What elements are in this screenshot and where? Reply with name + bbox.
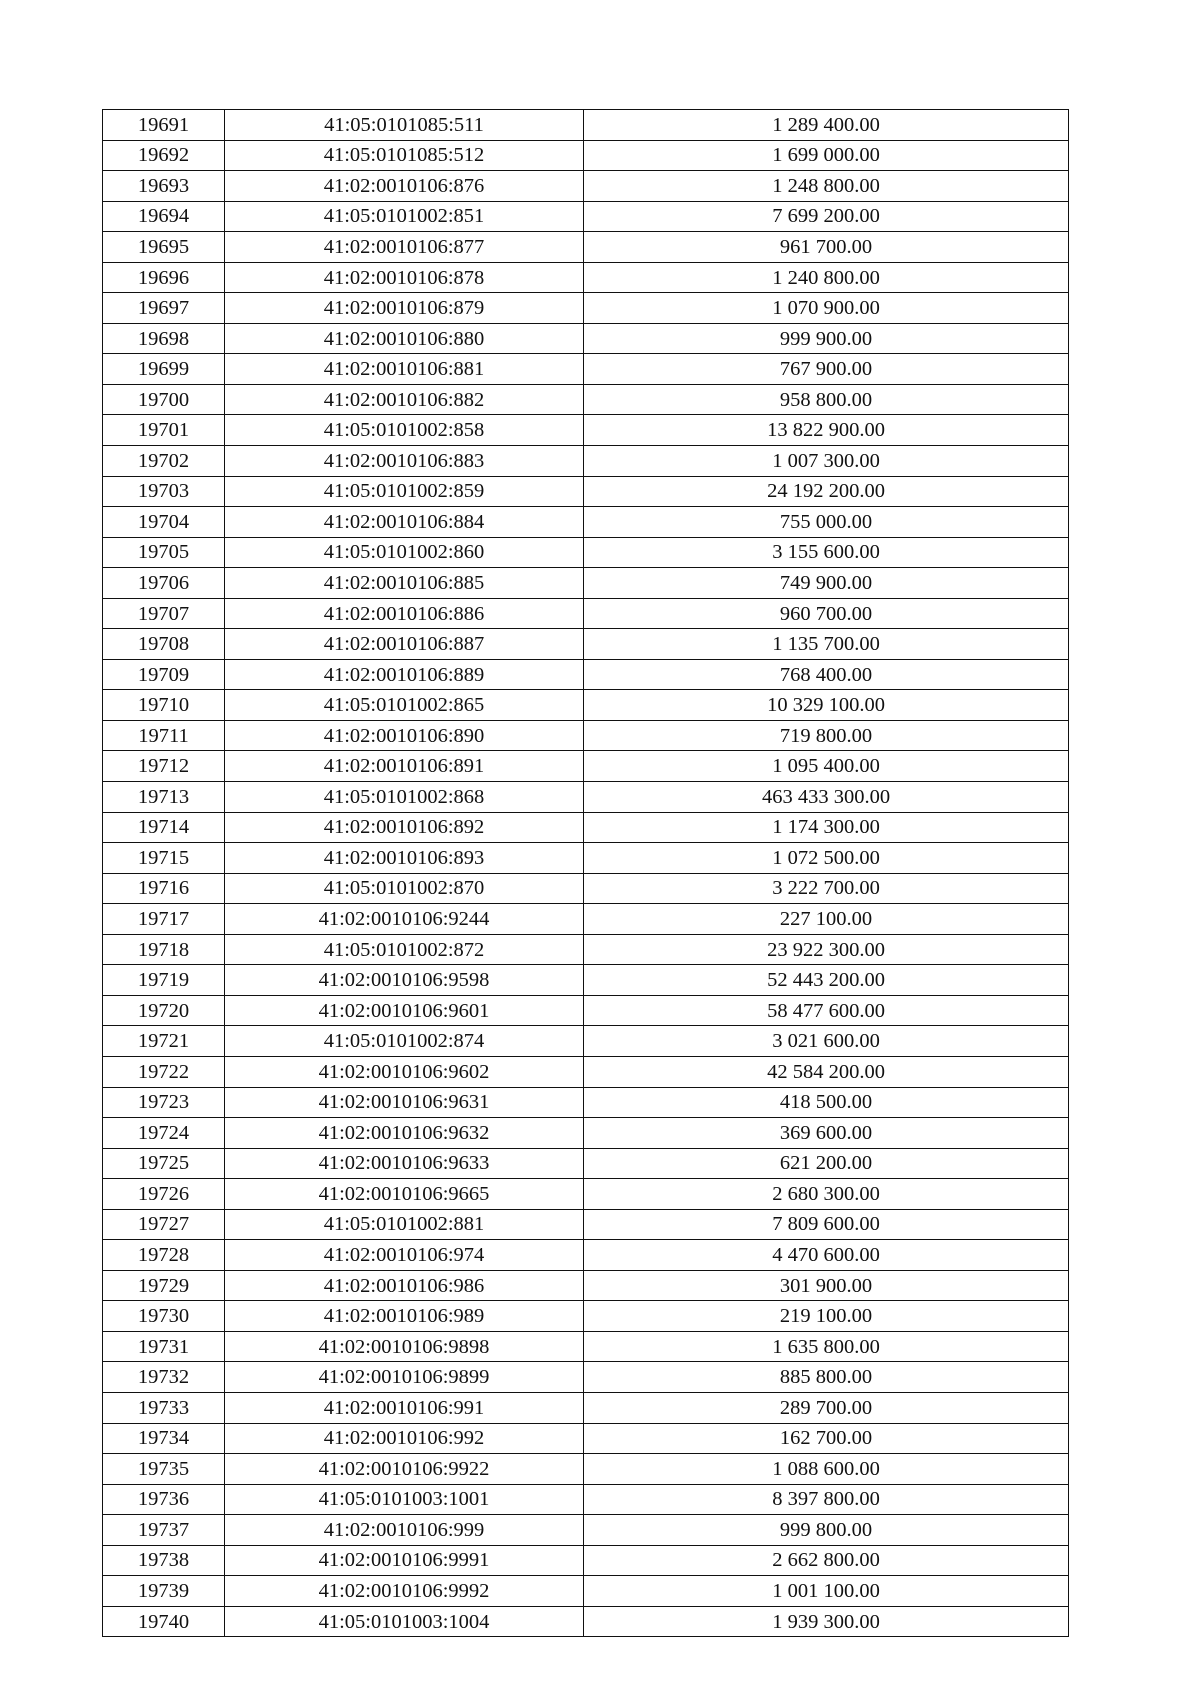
table-row <box>103 1301 1069 1332</box>
table-row <box>103 1056 1069 1087</box>
row-number-cell: 19691 <box>103 110 225 141</box>
cadastral-value-cell: 999 900.00 <box>584 323 1069 354</box>
cadastral-value-cell: 1 248 800.00 <box>584 171 1069 202</box>
cadastral-number-cell: 41:02:0010106:9244 <box>225 904 584 935</box>
cadastral-value-cell: 369 600.00 <box>584 1118 1069 1149</box>
row-number-cell: 19709 <box>103 659 225 690</box>
table-row <box>103 171 1069 202</box>
table-row <box>103 812 1069 843</box>
cadastral-number-cell: 41:02:0010106:889 <box>225 659 584 690</box>
cadastral-value-cell: 719 800.00 <box>584 720 1069 751</box>
row-number-cell: 19714 <box>103 812 225 843</box>
cadastral-number-cell: 41:02:0010106:9665 <box>225 1179 584 1210</box>
cadastral-number-cell: 41:02:0010106:887 <box>225 629 584 660</box>
row-number-cell: 19705 <box>103 537 225 568</box>
cadastral-value-cell: 13 822 900.00 <box>584 415 1069 446</box>
cadastral-number-cell: 41:02:0010106:878 <box>225 262 584 293</box>
cadastral-number-cell: 41:02:0010106:9598 <box>225 965 584 996</box>
cadastral-value-cell: 960 700.00 <box>584 598 1069 629</box>
row-number-cell: 19700 <box>103 384 225 415</box>
cadastral-value-cell: 3 021 600.00 <box>584 1026 1069 1057</box>
cadastral-value-cell: 7 809 600.00 <box>584 1209 1069 1240</box>
table-row <box>103 1026 1069 1057</box>
table-row <box>103 843 1069 874</box>
cadastral-number-cell: 41:02:0010106:991 <box>225 1392 584 1423</box>
row-number-cell: 19737 <box>103 1515 225 1546</box>
cadastral-value-cell: 1 174 300.00 <box>584 812 1069 843</box>
cadastral-number-cell: 41:02:0010106:999 <box>225 1515 584 1546</box>
row-number-cell: 19729 <box>103 1270 225 1301</box>
cadastral-value-table <box>102 109 1069 1637</box>
cadastral-value-cell: 1 007 300.00 <box>584 446 1069 477</box>
row-number-cell: 19712 <box>103 751 225 782</box>
row-number-cell: 19716 <box>103 873 225 904</box>
cadastral-number-cell: 41:05:0101003:1001 <box>225 1484 584 1515</box>
row-number-cell: 19704 <box>103 507 225 538</box>
table-row <box>103 1515 1069 1546</box>
cadastral-number-cell: 41:02:0010106:880 <box>225 323 584 354</box>
table-row <box>103 110 1069 141</box>
cadastral-number-cell: 41:02:0010106:876 <box>225 171 584 202</box>
table-row <box>103 1270 1069 1301</box>
cadastral-value-cell: 1 240 800.00 <box>584 262 1069 293</box>
cadastral-value-cell: 885 800.00 <box>584 1362 1069 1393</box>
table-row <box>103 904 1069 935</box>
cadastral-number-cell: 41:02:0010106:892 <box>225 812 584 843</box>
cadastral-value-cell: 1 095 400.00 <box>584 751 1069 782</box>
cadastral-value-cell: 162 700.00 <box>584 1423 1069 1454</box>
row-number-cell: 19736 <box>103 1484 225 1515</box>
cadastral-value-cell: 1 001 100.00 <box>584 1576 1069 1607</box>
row-number-cell: 19698 <box>103 323 225 354</box>
row-number-cell: 19694 <box>103 201 225 232</box>
cadastral-number-cell: 41:02:0010106:9992 <box>225 1576 584 1607</box>
cadastral-number-cell: 41:05:0101002:858 <box>225 415 584 446</box>
cadastral-number-cell: 41:02:0010106:9633 <box>225 1148 584 1179</box>
cadastral-number-cell: 41:02:0010106:9602 <box>225 1056 584 1087</box>
table-row <box>103 1118 1069 1149</box>
table-row <box>103 659 1069 690</box>
cadastral-number-cell: 41:02:0010106:879 <box>225 293 584 324</box>
row-number-cell: 19703 <box>103 476 225 507</box>
row-number-cell: 19732 <box>103 1362 225 1393</box>
cadastral-value-cell: 1 070 900.00 <box>584 293 1069 324</box>
table-row <box>103 354 1069 385</box>
table-row <box>103 1240 1069 1271</box>
cadastral-value-cell: 621 200.00 <box>584 1148 1069 1179</box>
table-row <box>103 782 1069 813</box>
row-number-cell: 19693 <box>103 171 225 202</box>
cadastral-number-cell: 41:02:0010106:974 <box>225 1240 584 1271</box>
cadastral-number-cell: 41:02:0010106:890 <box>225 720 584 751</box>
cadastral-value-cell: 958 800.00 <box>584 384 1069 415</box>
table-row <box>103 1087 1069 1118</box>
cadastral-value-cell: 767 900.00 <box>584 354 1069 385</box>
cadastral-number-cell: 41:02:0010106:885 <box>225 568 584 599</box>
cadastral-number-cell: 41:02:0010106:9991 <box>225 1545 584 1576</box>
row-number-cell: 19715 <box>103 843 225 874</box>
row-number-cell: 19740 <box>103 1606 225 1637</box>
row-number-cell: 19713 <box>103 782 225 813</box>
table-row <box>103 507 1069 538</box>
row-number-cell: 19699 <box>103 354 225 385</box>
table-row <box>103 1545 1069 1576</box>
row-number-cell: 19734 <box>103 1423 225 1454</box>
cadastral-number-cell: 41:02:0010106:986 <box>225 1270 584 1301</box>
table-row <box>103 873 1069 904</box>
cadastral-value-cell: 1 939 300.00 <box>584 1606 1069 1637</box>
row-number-cell: 19701 <box>103 415 225 446</box>
table-row <box>103 446 1069 477</box>
cadastral-number-cell: 41:02:0010106:883 <box>225 446 584 477</box>
cadastral-value-cell: 463 433 300.00 <box>584 782 1069 813</box>
cadastral-value-cell: 1 699 000.00 <box>584 140 1069 171</box>
cadastral-value-cell: 52 443 200.00 <box>584 965 1069 996</box>
table-row <box>103 201 1069 232</box>
cadastral-number-cell: 41:02:0010106:877 <box>225 232 584 263</box>
cadastral-value-cell: 4 470 600.00 <box>584 1240 1069 1271</box>
cadastral-number-cell: 41:02:0010106:9632 <box>225 1118 584 1149</box>
row-number-cell: 19721 <box>103 1026 225 1057</box>
cadastral-value-cell: 2 680 300.00 <box>584 1179 1069 1210</box>
cadastral-value-cell: 24 192 200.00 <box>584 476 1069 507</box>
row-number-cell: 19706 <box>103 568 225 599</box>
cadastral-number-cell: 41:05:0101002:851 <box>225 201 584 232</box>
cadastral-number-cell: 41:02:0010106:9898 <box>225 1331 584 1362</box>
row-number-cell: 19727 <box>103 1209 225 1240</box>
table-row <box>103 720 1069 751</box>
row-number-cell: 19722 <box>103 1056 225 1087</box>
cadastral-value-cell: 1 072 500.00 <box>584 843 1069 874</box>
row-number-cell: 19692 <box>103 140 225 171</box>
row-number-cell: 19718 <box>103 934 225 965</box>
table-row <box>103 1484 1069 1515</box>
table-row <box>103 262 1069 293</box>
table-row <box>103 537 1069 568</box>
cadastral-number-cell: 41:05:0101002:881 <box>225 1209 584 1240</box>
cadastral-value-cell: 227 100.00 <box>584 904 1069 935</box>
row-number-cell: 19730 <box>103 1301 225 1332</box>
cadastral-value-cell: 8 397 800.00 <box>584 1484 1069 1515</box>
table-row <box>103 598 1069 629</box>
table-row <box>103 690 1069 721</box>
cadastral-value-cell: 289 700.00 <box>584 1392 1069 1423</box>
cadastral-number-cell: 41:02:0010106:891 <box>225 751 584 782</box>
cadastral-value-cell: 749 900.00 <box>584 568 1069 599</box>
table-row <box>103 568 1069 599</box>
cadastral-value-cell: 418 500.00 <box>584 1087 1069 1118</box>
cadastral-number-cell: 41:05:0101085:512 <box>225 140 584 171</box>
row-number-cell: 19739 <box>103 1576 225 1607</box>
table-row <box>103 140 1069 171</box>
cadastral-number-cell: 41:02:0010106:9601 <box>225 995 584 1026</box>
table-row <box>103 1576 1069 1607</box>
cadastral-number-cell: 41:05:0101003:1004 <box>225 1606 584 1637</box>
table-row <box>103 232 1069 263</box>
table-row <box>103 751 1069 782</box>
table-row <box>103 323 1069 354</box>
cadastral-value-cell: 219 100.00 <box>584 1301 1069 1332</box>
table-row <box>103 1362 1069 1393</box>
table-row <box>103 1209 1069 1240</box>
table-row <box>103 1331 1069 1362</box>
cadastral-value-cell: 42 584 200.00 <box>584 1056 1069 1087</box>
cadastral-value-cell: 7 699 200.00 <box>584 201 1069 232</box>
cadastral-number-cell: 41:02:0010106:992 <box>225 1423 584 1454</box>
cadastral-number-cell: 41:05:0101002:872 <box>225 934 584 965</box>
row-number-cell: 19711 <box>103 720 225 751</box>
table-row <box>103 476 1069 507</box>
table-row <box>103 1148 1069 1179</box>
cadastral-number-cell: 41:02:0010106:886 <box>225 598 584 629</box>
table-row <box>103 934 1069 965</box>
row-number-cell: 19724 <box>103 1118 225 1149</box>
row-number-cell: 19708 <box>103 629 225 660</box>
row-number-cell: 19710 <box>103 690 225 721</box>
row-number-cell: 19707 <box>103 598 225 629</box>
row-number-cell: 19720 <box>103 995 225 1026</box>
cadastral-number-cell: 41:02:0010106:881 <box>225 354 584 385</box>
cadastral-value-cell: 3 222 700.00 <box>584 873 1069 904</box>
row-number-cell: 19719 <box>103 965 225 996</box>
cadastral-number-cell: 41:05:0101002:860 <box>225 537 584 568</box>
row-number-cell: 19702 <box>103 446 225 477</box>
table-row <box>103 1606 1069 1637</box>
cadastral-number-cell: 41:02:0010106:9631 <box>225 1087 584 1118</box>
table-row <box>103 1392 1069 1423</box>
cadastral-number-cell: 41:02:0010106:884 <box>225 507 584 538</box>
row-number-cell: 19696 <box>103 262 225 293</box>
cadastral-value-cell: 301 900.00 <box>584 1270 1069 1301</box>
cadastral-value-cell: 999 800.00 <box>584 1515 1069 1546</box>
cadastral-value-cell: 3 155 600.00 <box>584 537 1069 568</box>
row-number-cell: 19738 <box>103 1545 225 1576</box>
table-row <box>103 965 1069 996</box>
cadastral-value-cell: 1 289 400.00 <box>584 110 1069 141</box>
cadastral-number-cell: 41:05:0101002:870 <box>225 873 584 904</box>
table-row <box>103 995 1069 1026</box>
cadastral-value-cell: 755 000.00 <box>584 507 1069 538</box>
row-number-cell: 19717 <box>103 904 225 935</box>
cadastral-value-cell: 23 922 300.00 <box>584 934 1069 965</box>
cadastral-number-cell: 41:05:0101002:859 <box>225 476 584 507</box>
cadastral-value-cell: 1 088 600.00 <box>584 1454 1069 1485</box>
cadastral-number-cell: 41:02:0010106:989 <box>225 1301 584 1332</box>
cadastral-number-cell: 41:02:0010106:893 <box>225 843 584 874</box>
row-number-cell: 19726 <box>103 1179 225 1210</box>
row-number-cell: 19735 <box>103 1454 225 1485</box>
table-row <box>103 293 1069 324</box>
row-number-cell: 19723 <box>103 1087 225 1118</box>
table-body <box>103 110 1069 1637</box>
cadastral-value-cell: 58 477 600.00 <box>584 995 1069 1026</box>
cadastral-number-cell: 41:05:0101002:874 <box>225 1026 584 1057</box>
cadastral-value-cell: 1 635 800.00 <box>584 1331 1069 1362</box>
row-number-cell: 19725 <box>103 1148 225 1179</box>
table-row <box>103 1179 1069 1210</box>
row-number-cell: 19695 <box>103 232 225 263</box>
cadastral-value-cell: 961 700.00 <box>584 232 1069 263</box>
cadastral-value-cell: 768 400.00 <box>584 659 1069 690</box>
row-number-cell: 19697 <box>103 293 225 324</box>
cadastral-number-cell: 41:05:0101002:865 <box>225 690 584 721</box>
cadastral-value-cell: 2 662 800.00 <box>584 1545 1069 1576</box>
cadastral-number-cell: 41:02:0010106:9922 <box>225 1454 584 1485</box>
table-row <box>103 415 1069 446</box>
table-row <box>103 1423 1069 1454</box>
row-number-cell: 19733 <box>103 1392 225 1423</box>
cadastral-number-cell: 41:02:0010106:882 <box>225 384 584 415</box>
cadastral-number-cell: 41:02:0010106:9899 <box>225 1362 584 1393</box>
row-number-cell: 19731 <box>103 1331 225 1362</box>
cadastral-value-cell: 10 329 100.00 <box>584 690 1069 721</box>
table-row <box>103 629 1069 660</box>
row-number-cell: 19728 <box>103 1240 225 1271</box>
cadastral-value-cell: 1 135 700.00 <box>584 629 1069 660</box>
table-row <box>103 1454 1069 1485</box>
cadastral-number-cell: 41:05:0101002:868 <box>225 782 584 813</box>
cadastral-number-cell: 41:05:0101085:511 <box>225 110 584 141</box>
table-row <box>103 384 1069 415</box>
